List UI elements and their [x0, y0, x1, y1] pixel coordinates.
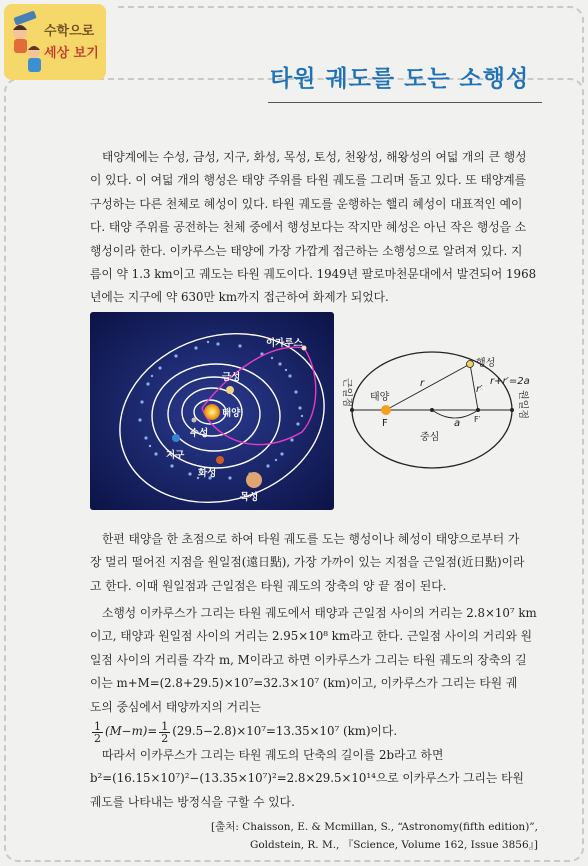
badge-line1: 수학으로 [44, 24, 95, 39]
diagram-r-label: r [420, 378, 425, 389]
icarus-calc-paragraph [90, 602, 548, 719]
fraction-half-2 [159, 721, 170, 744]
text-line: 구성하는 다른 천체로 혜성이 있다. 타원 궤도를 운행하는 핼리 혜성이 대표적인 예이 [90, 196, 523, 211]
ellipse-orbit-diagram [340, 330, 560, 500]
fraction-denominator: 2 [94, 731, 101, 744]
section-badge [4, 4, 106, 80]
perihelion-paragraph [90, 528, 548, 598]
text-line: 년에는 지구에 약 630만 km까지 접근하여 화제가 되었다. [90, 290, 389, 305]
text-line: 태양계에는 수성, 금성, 지구, 화성, 목성, 토성, 천왕성, 해왕성의 여덟 개의 큰 행성 [102, 150, 527, 164]
diagram-aphelion-label: 원일점 [517, 390, 528, 419]
diagram-r-prime-label: r′ [476, 384, 483, 395]
text-line: 일점 사이의 거리를 각각 m, M이라고 하면 이카루스가 그리는 타원 궤도의 장축의 길 [90, 652, 527, 667]
text-line: b²=(16.15×10⁷)²−(13.35×10⁷)²=2.8×29.5×10¹⁴으로 이카루스가 그리는 타원 [90, 771, 524, 786]
text-line: 이는 m+M=(2.8+29.5)×10⁷=32.3×10⁷ (km)이고, 이카루스가 그리는 타원 궤 [90, 676, 518, 691]
label-icarus: 이카루스 [266, 338, 303, 349]
text-line: 이고, 태양과 원일점 사이의 거리는 2.95×10⁸ km라고 한다. 근일점 사이의 거리와 원 [90, 629, 533, 644]
diagram-a-label: a [454, 418, 461, 429]
text-line: 도의 중심에서 태양까지의 거리는 [90, 699, 261, 714]
kids-with-telescope-icon [8, 8, 48, 78]
diagram-focus-label: F [382, 418, 388, 429]
text-line: 행성이라 한다. 이카루스는 태양에 가장 가깝게 접근하는 소행성으로 알려져 있다. 지 [90, 243, 523, 258]
ellipse-diagram-graphic [340, 330, 560, 500]
label-mars: 화성 [198, 468, 217, 479]
text-line: 소행성 이카루스가 그리는 타원 궤도에서 태양과 근일점 사이의 거리는 2.8×10⁷ km [102, 606, 537, 620]
source-line: [출처: Chaisson, E. & Mcmillan, S., “Astronomy(fifth edition)”, [210, 821, 538, 833]
label-venus: 금성 [222, 372, 241, 383]
source-line: Goldstein, R. M., 『Science, Volume 162, Issue 3856』] [249, 839, 538, 851]
formula-line [90, 718, 548, 744]
formula-1 [90, 718, 548, 744]
text-line: 장 멀리 떨어진 지점을 원일점(遠日點), 가장 가까이 있는 지점을 근일점(近日點)이라 [90, 555, 525, 570]
title-underline [268, 102, 542, 103]
badge-line2: 세상 보기 [44, 46, 99, 61]
diagram-equation: r+r′=2a [490, 376, 530, 387]
diagram-perihelion-label: 근일점 [341, 378, 352, 407]
text-line: 다. 태양 주위를 공전하는 천체 중에서 행성보다는 작지만 혜성은 아닌 작은 행성을 소 [90, 220, 527, 235]
conclusion-paragraph [90, 744, 548, 814]
fraction-half [92, 721, 103, 744]
page-title: 타원 궤도를 도는 소행성 [270, 66, 530, 92]
text-line: 한편 태양을 한 초점으로 하여 타원 궤도를 도는 행성이나 혜성이 태양으로부터 가 [102, 532, 520, 546]
text-line: 고 한다. 이때 원일점과 근일점은 타원 궤도의 장축의 양 끝 점이 된다. [90, 578, 447, 593]
intro-paragraph [90, 146, 548, 310]
formula-left: (M−m)= [105, 724, 158, 738]
text-line: 이 있다. 이 여덟 개의 행성은 태양 주위를 타원 궤도를 그리며 돌고 있다. 또 태양계를 [90, 173, 527, 188]
solar-system-illustration [90, 312, 334, 510]
source-citation [211, 818, 538, 854]
diagram-center-label: 중심 [420, 432, 440, 443]
fraction-numerator: 1 [94, 719, 101, 733]
fraction-numerator: 1 [161, 719, 169, 733]
label-sun: 태양 [222, 408, 241, 419]
text-line: 따라서 이카루스가 그리는 타원 궤도의 단축의 길이를 2b라고 하면 [102, 748, 444, 762]
diagram-sun-label: 태양 [370, 392, 390, 403]
label-earth: 지구 [166, 450, 185, 461]
diagram-f-prime-label: F′ [474, 415, 481, 424]
formula-right: (29.5−2.8)×10⁷=13.35×10⁷ (km)이다. [172, 724, 398, 738]
text-line: 궤도를 나타내는 방정식을 구할 수 있다. [90, 794, 295, 809]
text-line: 름이 약 1.3 km이고 궤도는 타원 궤도이다. 1949년 팔로마천문대에서 발견되어 1968 [90, 267, 537, 282]
label-mercury: 수성 [190, 428, 209, 439]
label-jupiter: 목성 [240, 492, 259, 503]
diagram-planet-label: 행성 [476, 358, 496, 369]
solar-system-graphic [90, 312, 334, 510]
fraction-denominator: 2 [161, 731, 169, 744]
